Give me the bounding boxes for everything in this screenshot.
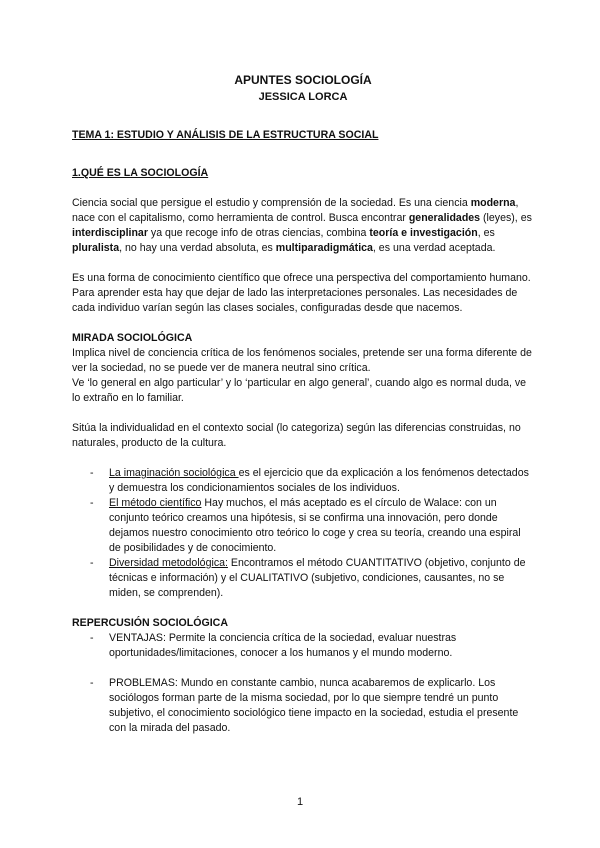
- paragraph-mirada-3: Sitúa la individualidad en el contexto social (lo categoriza) según las diferencias construidas, no naturales, producto de la cultura.: [72, 422, 521, 449]
- section-heading-que-es: 1.QUÉ ES LA SOCIOLOGÍA: [72, 167, 209, 179]
- list-item-text: VENTAJAS: Permite la conciencia crítica de la sociedad, evaluar nuestras oportunidades/limitaciones, conocer a los humanos y el mundo moderno.: [109, 632, 457, 659]
- list-item: [72, 676, 534, 736]
- topic-heading: TEMA 1: ESTUDIO Y ANÁLISIS DE LA ESTRUCTURA SOCIAL: [72, 129, 379, 141]
- section-heading-repercusion: REPERCUSIÓN SOCIOLÓGICA: [72, 617, 228, 629]
- document-title: APUNTES SOCIOLOGÍA: [234, 73, 372, 87]
- list-item-term: Diversidad metodológica:: [109, 557, 228, 569]
- paragraph-definition: Ciencia social que persigue el estudio y comprensión de la sociedad. Es una ciencia moderna, nace con el capitalismo, como herramienta de control. Busca encontrar generalidades (leyes), es interdisciplinar ya que recoge info de otras ciencias, combina teoría e investigación, es pluralista, no hay una verdad absoluta, es multiparadigmática, es una verdad aceptada.: [72, 197, 532, 254]
- bold-term: pluralista: [72, 242, 120, 254]
- bold-term: interdisciplinar: [72, 227, 148, 239]
- paragraph-knowledge: Es una forma de conocimiento científico que ofrece una perspectiva del comportamiento humano. Para aprender esta hay que dejar de lado las interpretaciones personales. Las necesidades de cada individuo varían según las clases sociales, configuradas desde que nacemos.: [72, 272, 531, 314]
- list-item-term: El método científico: [109, 497, 202, 509]
- bullet-dash: -: [90, 677, 94, 689]
- list-item: - Diversidad metodológica: Encontramos el método CUANTITATIVO (objetivo, conjunto de técnicas e información) y el CUALITATIVO (subjetivo, condiciones, causantes, no se miden, se comprenden).: [72, 556, 534, 601]
- bullet-dash: -: [90, 557, 94, 569]
- bold-term: teoría e investigación: [369, 227, 478, 239]
- bold-term: multiparadigmática: [275, 242, 373, 254]
- paragraph-mirada-2: Ve ‘lo general en algo particular’ y lo ‘particular en algo general’, cuando algo es normal duda, ve lo extraño en lo familiar.: [72, 377, 527, 404]
- bullet-dash: -: [90, 632, 94, 644]
- bullet-dash: -: [90, 467, 94, 479]
- document-author: JESSICA LORCA: [258, 91, 348, 103]
- list-item-text: PROBLEMAS: Mundo en constante cambio, nunca acabaremos de explicarlo. Los sociólogos forman parte de la misma sociedad, por lo que siempre tendré un punto subjetivo, el conocimiento sociológico tiene impacto en la sociedad, estudia el presente con la mirada del pasado.: [109, 677, 519, 734]
- list-item: - La imaginación sociológica es el ejercicio que da explicación a los fenómenos detectados y demuestra los condicionamientos sociales de los individuos.: [72, 466, 534, 496]
- document-page: [72, 72, 534, 736]
- paragraph-mirada-1: Implica nivel de conciencia crítica de los fenómenos sociales, pretende ser una forma diferente de ver la sociedad, no se puede ver de manera neutral sino crítica.: [72, 347, 532, 374]
- list-item: - El método científico Hay muchos, el más aceptado es el círculo de Walace: con un conjunto teórico creamos una hipótesis, si se confirma una innovación, pero donde dejamos nuestro conocimiento otro teórico lo coge y crea su teoría, creando una espiral de posibilidades y de conocimiento.: [72, 496, 534, 556]
- section-heading-mirada: MIRADA SOCIOLÓGICA: [72, 332, 193, 344]
- bullet-dash: -: [90, 497, 94, 509]
- bold-term: generalidades: [408, 212, 481, 224]
- list-item: [72, 631, 534, 661]
- bold-term: moderna: [470, 197, 516, 209]
- list-item-term: La imaginación sociológica: [109, 467, 239, 479]
- page-number: 1: [296, 796, 304, 808]
